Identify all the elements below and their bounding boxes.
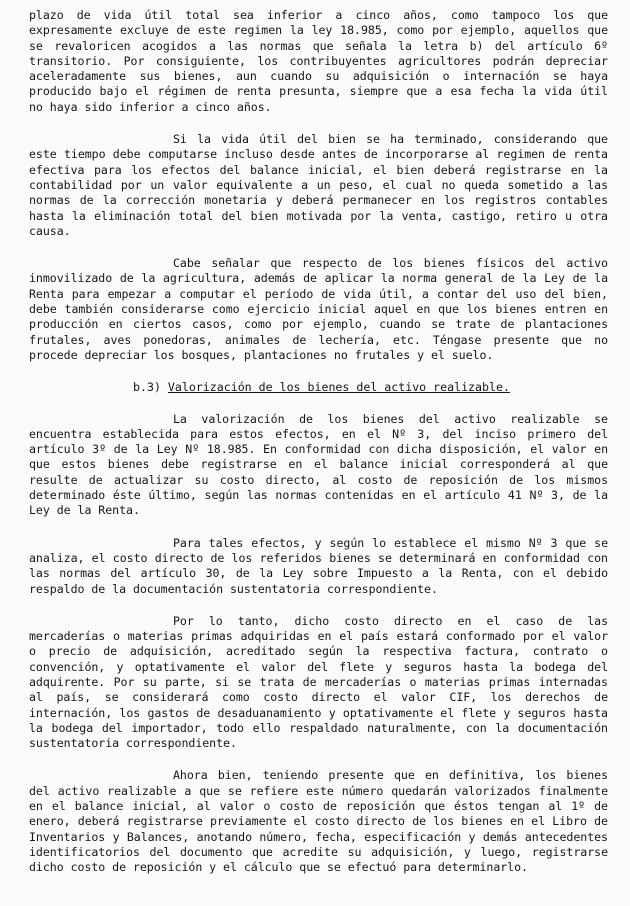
section-number: b.3) xyxy=(133,380,161,395)
paragraph-useful-life-ended: Si la vida útil del bien se ha terminado, considerando que este tiempo debe computarse incluso desde antes de incorporarse al regimen de renta efectiva para los efectos del balance inicial, el bien deberá registrarse en la contabilidad por un valor equivalente a un peso, el cual no queda sometido a las normas de la corrección monetaria y deberá permanecer en los registros contables hasta la eliminación total del bien motivada por la venta, castigo, retiro u otra causa. xyxy=(29,132,608,238)
paragraph-goods-acquired: Por lo tanto, dicho costo directo en el caso de las mercaderías o materias primas adquiridas en el país estará conformado por el valor o precio de adquisición, acreditado según la respectiva factura, contrato o convención, y optativamente el valor del flete y seguros hasta la bodega del adquirente. Por su parte, si se trata de mercaderías o materias primas internadas al país, se considerará como costo directo el valor CIF, los derechos de internación, los gastos de desaduanamiento y optativamente el flete y seguros hasta la bodega del importador, todo ello respaldado naturalmente, con la documentación sustentatoria correspondiente. xyxy=(29,613,608,751)
paragraph-agricultural-fixed-assets: Cabe señalar que respecto de los bienes físicos del activo inmovilizado de la agricultura, además de aplicar la norma general de la Ley de la Renta para empezar a computar el período de vida útil, a contar del uso del bien, debe también considerarse como ejercicio inicial aquel en que los bienes entren en producción en ciertos casos, como por ejemplo, cuando se trate de plantaciones frutales, aves ponedoras, animales de lechería, etc. Téngase presente que no procede depreciar los bosques, plantaciones no frutales y el suelo. xyxy=(29,256,608,362)
paragraph-realizable-valuation: La valorización de los bienes del activo realizable se encuentra establecida para estos efectos, en el Nº 3, del inciso primero del artículo 3º de la Ley Nº 18.985. En conformidad con dicha disposición, el valor en que estos bienes debe registrarse en el balance inicial corresponderá al que resulte de actualizar su costo directo, al costo de reposición de los mismos determinado éste último, según las normas contenidas en el artículo 41 Nº 3, de la Ley de la Renta. xyxy=(29,411,608,518)
paragraph-replacement-cost: Ahora bien, teniendo presente que en definitiva, los bienes del activo realizable a que se refiere este número quedarán valorizados finalmente en el balance inicial, al valor o costo de reposición que éstos tengan al 1º de enero, deberá registrarse previamente el costo directo de los bienes en el Libro de Inventarios y Balances, anotando número, fecha, especificación y demás antecedentes identificatorios del documento que acredite su adquisición, y luego, registrarse dicho costo de reposición y el cálculo que se efectuó para determinarlo. xyxy=(29,768,608,875)
section-title: Valorización de los bienes del activo realizable. xyxy=(167,380,510,395)
paragraph-depreciation-continuation: plazo de vida útil total sea inferior a cinco años, como tampoco los que expresamente excluye de este regimen la ley 18.985, como por ejemplo, aquellos que se revaloricen acogidos a las normas que señala la letra b) del artículo 6º transitorio. Por consiguiente, los contribuyentes agricultores podrán depreciar aceleradamente sus bienes, aun cuando su adquisición o internación se haya producido bajo el régimen de renta presunta, siempre que a esa fecha la vida útil no haya sido inferior a cinco años. xyxy=(29,8,608,114)
section-heading xyxy=(29,380,608,395)
paragraph-direct-cost: Para tales efectos, y según lo establece el mismo Nº 3 que se analiza, el costo directo de los referidos bienes se determinará en conformidad con las normas del artículo 30, de la Ley sobre Impuesto a la Renta, con el debido respaldo de la documentación sustentatoria correspondiente. xyxy=(29,535,608,596)
